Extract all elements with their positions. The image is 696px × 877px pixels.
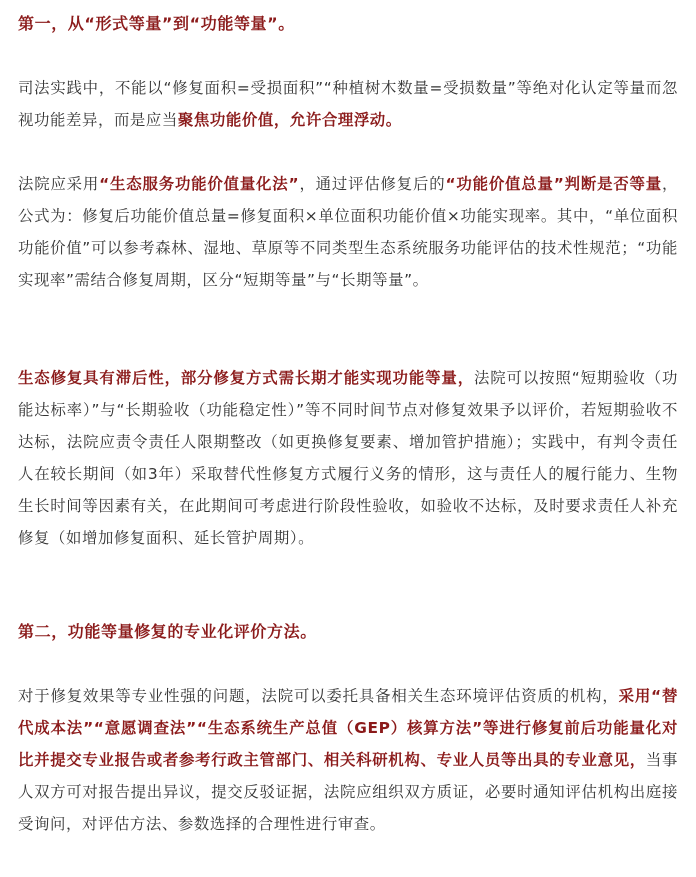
highlight-run: “生态服务功能价值量化法” bbox=[99, 175, 300, 193]
text-run: 法院应采用 bbox=[18, 175, 100, 193]
section1-paragraph-1 bbox=[18, 72, 678, 136]
highlight-run: 采用“替代成本法”“意愿调查法”“生态系统生产总值（GEP）核算方法”等进行修复前后功能量化对比并提交专业报告或者参考行政主管部门、相关科研机构、专业人员等出具的专业意见， bbox=[18, 687, 679, 769]
highlight-run: 生态修复具有滞后性，部分修复方式需长期才能实现功能等量， bbox=[18, 369, 474, 387]
section2-heading: 第二，功能等量修复的专业化评价方法。 bbox=[18, 622, 317, 641]
text-run: ，公式为：修复后功能价值总量=修复面积×单位面积功能价值×功能实现率。其中，“单位面积功能价值”可以参考森林、湿地、草原等不同类型生态系统服务功能评估的技术性规范；“功能实现率”需结合修复周期，区分“短期等量”与“长期等量”。 bbox=[18, 175, 678, 289]
section1-heading: 第一，从“形式等量”到“功能等量”。 bbox=[18, 14, 295, 33]
section1-paragraph-3 bbox=[18, 362, 678, 554]
section1-paragraph-2 bbox=[18, 168, 678, 296]
text-run: ，通过评估修复后的 bbox=[299, 175, 446, 193]
text-run: 司法实践中，不能以“修复面积=受损面积”“种植树木数量=受损数量”等绝对化认定等量而忽视功能差异，而是应当 bbox=[18, 79, 678, 129]
text-run: 法院可以按照“短期验收（功能达标率）”与“长期验收（功能稳定性）”等不同时间节点对修复效果予以评价，若短期验收不达标，法院应责令责任人限期整改（如更换修复要素、增加管护措施）；实践中，有判令责任人在较长期间（如3年）采取替代性修复方式履行义务的情形，这与责任人的履行能力、生物生长时间等因素有关，在此期间可考虑进行阶段性验收，如验收不达标，及时要求责任人补充修复（如增加修复面积、延长管护周期）。 bbox=[18, 369, 678, 547]
text-run: 当事人双方可对报告提出异议，提交反驳证据，法院应组织双方质证，必要时通知评估机构出庭接受询问，对评估方法、参数选择的合理性进行审查。 bbox=[18, 751, 678, 833]
text-run: 对于修复效果等专业性强的问题，法院可以委托具备相关生态环境评估资质的机构， bbox=[18, 687, 619, 705]
highlight-run: “功能价值总量”判断是否等量 bbox=[445, 175, 662, 193]
section2-paragraph-1 bbox=[18, 680, 678, 840]
highlight-run: 聚焦功能价值，允许合理浮动。 bbox=[177, 111, 402, 129]
